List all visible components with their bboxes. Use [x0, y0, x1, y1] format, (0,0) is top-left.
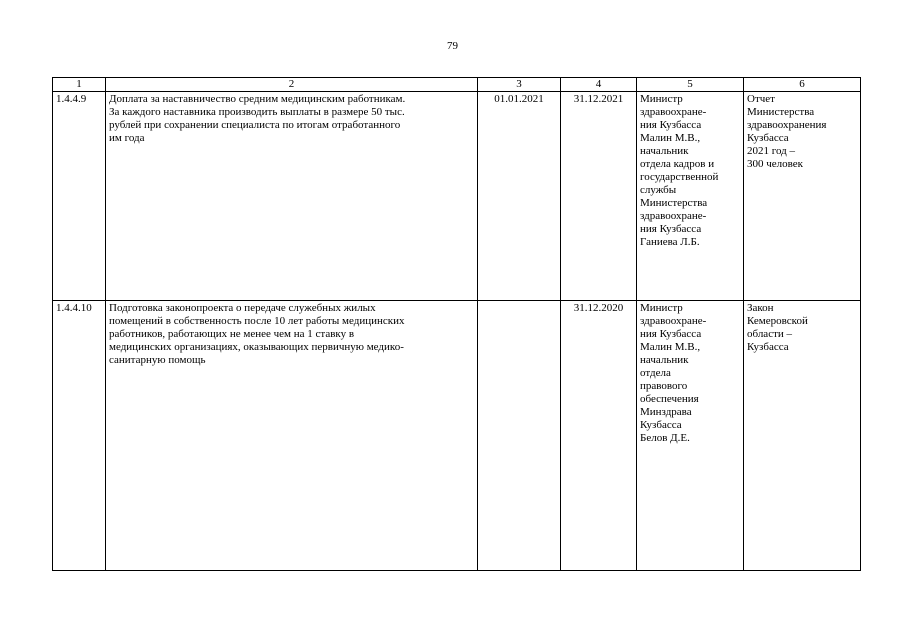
- description-line: рублей при сохранении специалиста по итогам отработанного: [109, 119, 401, 131]
- responsible-line: ния Кузбасса: [640, 119, 702, 131]
- start-date: [478, 301, 561, 571]
- responsible-line: Минздрава: [640, 406, 692, 418]
- header-col-3: 3: [478, 78, 561, 92]
- responsible-line: здравоохране-: [640, 106, 707, 118]
- responsible-line: Малин М.В.,: [640, 341, 701, 353]
- result-line: Кузбасса: [747, 341, 789, 353]
- description-line: работников, работающих не менее чем на 1 ставку в: [109, 328, 355, 340]
- description-line: Доплата за наставничество средним медицинским работникам.: [109, 93, 406, 105]
- end-date: 31.12.2021: [561, 92, 637, 301]
- responsible-line: ния Кузбасса: [640, 223, 702, 235]
- result-line: 2021 год –: [747, 145, 796, 157]
- responsible-line: отдела: [640, 367, 671, 379]
- result-line: Закон: [747, 302, 774, 314]
- responsible-line: обеспечения: [640, 393, 699, 405]
- responsible-line: здравоохране-: [640, 315, 707, 327]
- responsible-line: службы: [640, 184, 677, 196]
- responsible-line: отдела кадров и: [640, 158, 715, 170]
- expected-result: [744, 92, 861, 301]
- item-number: 1.4.4.10: [53, 301, 106, 571]
- header-col-5: 5: [637, 78, 744, 92]
- header-col-6: 6: [744, 78, 861, 92]
- start-date: 01.01.2021: [478, 92, 561, 301]
- responsible-line: Белов Д.Е.: [640, 432, 690, 444]
- table-row: [53, 301, 861, 571]
- responsible-line: Министерства: [640, 197, 708, 209]
- responsible-line: правового: [640, 380, 688, 392]
- responsible-line: Министр: [640, 302, 683, 314]
- responsible-persons: [637, 301, 744, 571]
- result-line: здравоохранения: [747, 119, 827, 131]
- result-line: Кузбасса: [747, 132, 789, 144]
- description-line: санитарную помощь: [109, 354, 206, 366]
- result-line: Отчет: [747, 93, 775, 105]
- responsible-line: здравоохране-: [640, 210, 707, 222]
- description-line: медицинских организациях, оказывающих первичную медико-: [109, 341, 404, 353]
- description-line: Подготовка законопроекта о передаче служебных жилых: [109, 302, 376, 314]
- item-description: [106, 92, 478, 301]
- result-line: 300 человек: [747, 158, 804, 170]
- responsible-line: начальник: [640, 354, 689, 366]
- header-col-4: 4: [561, 78, 637, 92]
- action-plan-table: [52, 77, 861, 571]
- responsible-line: ния Кузбасса: [640, 328, 702, 340]
- header-col-2: 2: [106, 78, 478, 92]
- result-line: Министерства: [747, 106, 815, 118]
- responsible-line: Кузбасса: [640, 419, 682, 431]
- result-line: Кемеровской: [747, 315, 808, 327]
- expected-result: [744, 301, 861, 571]
- responsible-line: государственной: [640, 171, 719, 183]
- responsible-line: Малин М.В.,: [640, 132, 701, 144]
- description-line: им года: [109, 132, 145, 144]
- end-date: 31.12.2020: [561, 301, 637, 571]
- responsible-line: начальник: [640, 145, 689, 157]
- description-line: помещений в собственность после 10 лет работы медицинских: [109, 315, 405, 327]
- item-description: [106, 301, 478, 571]
- table-header-row: [53, 78, 861, 92]
- description-line: За каждого наставника производить выплаты в размере 50 тыс.: [109, 106, 405, 118]
- page-number: 79: [447, 40, 458, 52]
- header-col-1: 1: [53, 78, 106, 92]
- responsible-persons: [637, 92, 744, 301]
- table-row: [53, 92, 861, 301]
- responsible-line: Ганиева Л.Б.: [640, 236, 700, 248]
- result-line: области –: [747, 328, 793, 340]
- responsible-line: Министр: [640, 93, 683, 105]
- item-number: 1.4.4.9: [53, 92, 106, 301]
